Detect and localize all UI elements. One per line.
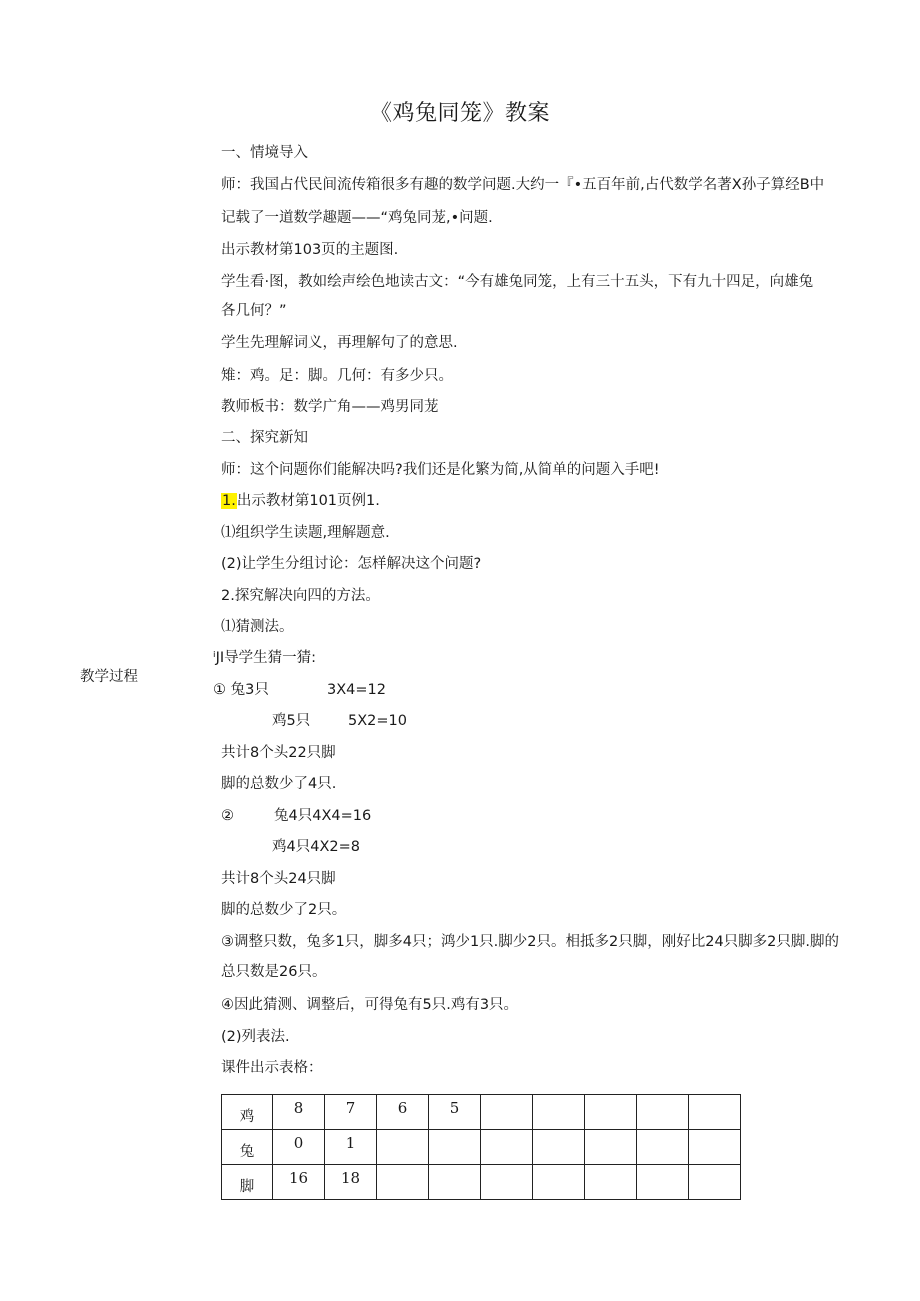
- table-cell: 1: [325, 1130, 377, 1165]
- table-cell: 16: [273, 1165, 325, 1200]
- table-cell: [481, 1095, 533, 1130]
- table-cell: [637, 1165, 689, 1200]
- paragraph-line: ⑴组织学生读题,理解题意.: [221, 525, 390, 541]
- paragraph-line: [221, 491, 380, 511]
- table-row: [222, 1095, 741, 1130]
- table-cell: [689, 1095, 741, 1130]
- guess-calc: 3X4=12: [327, 682, 386, 698]
- guess-line-rabbit: 兔4只4X4=16: [274, 808, 372, 824]
- paragraph-line: 教师板书：数学广角——鸡男同茏: [221, 399, 439, 415]
- paragraph-line: 出示教材第103页的主题图.: [221, 242, 399, 258]
- paragraph-line: (2)列表法.: [221, 1029, 290, 1045]
- guess-marker: ②: [221, 808, 234, 824]
- paragraph-line: 各几何？”: [221, 303, 287, 319]
- paragraph-line: 脚的总数少了4只.: [221, 776, 337, 792]
- table-cell: 0: [273, 1130, 325, 1165]
- paragraph-text: 出示教材第101页例1.: [236, 493, 380, 509]
- table-cell: [429, 1130, 481, 1165]
- table-cell: 6: [377, 1095, 429, 1130]
- paragraph-line: 学生先理解词义，再理解句了的意思.: [221, 335, 458, 351]
- row-label: 鸡: [222, 1095, 273, 1130]
- section-heading-explore: 二、探究新知: [221, 430, 308, 446]
- table-cell: [481, 1130, 533, 1165]
- table-row: [222, 1130, 741, 1165]
- paragraph-line: (2)让学生分组讨论：怎样解决这个问题?: [221, 556, 482, 572]
- paragraph-line: 学生看·图，教如绘声绘色地读古文：“今有雄兔同笼，上有三十五头，下有九十四足，向雄兔: [221, 274, 814, 290]
- paragraph-line: 记载了一道数学趣题——“鸡兔同茏,•问题.: [221, 210, 493, 226]
- table-cell: [429, 1165, 481, 1200]
- table-cell: [377, 1130, 429, 1165]
- paragraph-line: 师：我国占代民间流传箱很多有趣的数学问题.大约一『•五百年前,占代数学名著X孙子算经B中: [221, 177, 825, 193]
- paragraph-line: ③调整只数，兔多1只，脚多4只；鸿少1只.脚少2只。相抵多2只脚，刚好比24只脚多2只脚.脚的: [221, 934, 840, 950]
- paragraph-line: ⁱJI导学生猜一猜:: [213, 650, 317, 666]
- table-cell: [533, 1095, 585, 1130]
- paragraph-line: 师：这个问题你们能解决吗?我们还是化繁为简,从简单的问题入手吧!: [221, 462, 660, 478]
- table-cell: [689, 1165, 741, 1200]
- guess-calc: 5X2=10: [348, 713, 407, 729]
- table-cell: [377, 1165, 429, 1200]
- table-cell: 5: [429, 1095, 481, 1130]
- section-heading-intro: 一、情境导入: [221, 145, 308, 161]
- row-label: 兔: [222, 1130, 273, 1165]
- table-cell: [585, 1095, 637, 1130]
- table-cell: [533, 1165, 585, 1200]
- paragraph-line: 雉：鸡。足：脚。几何：有多少只。: [221, 368, 453, 384]
- paragraph-line: 2.探究解决向四的方法。: [221, 588, 380, 604]
- table-cell: [585, 1165, 637, 1200]
- paragraph-line: ④因此猜测、调整后，可得兔有5只.鸡有3只。: [221, 997, 519, 1013]
- table-cell: [585, 1130, 637, 1165]
- enumeration-table: [221, 1094, 741, 1200]
- highlighted-number: 1.: [222, 493, 236, 509]
- paragraph-line: ⑴猜测法。: [221, 619, 294, 635]
- guess-line-chicken: 鸡5只: [272, 713, 311, 729]
- document-title: 《鸡兔同笼》教案: [369, 101, 550, 126]
- paragraph-line: 共计8个头24只脚: [221, 871, 336, 887]
- paragraph-line: 课件出示表格：: [221, 1060, 323, 1076]
- row-label: 脚: [222, 1165, 273, 1200]
- table-cell: 7: [325, 1095, 377, 1130]
- guess-line-rabbit: ① 兔3只: [213, 682, 269, 698]
- table-cell: 18: [325, 1165, 377, 1200]
- table-cell: [689, 1130, 741, 1165]
- table-cell: 8: [273, 1095, 325, 1130]
- paragraph-line: 脚的总数少了2只。: [221, 902, 347, 918]
- table-cell: [637, 1095, 689, 1130]
- table-cell: [481, 1165, 533, 1200]
- paragraph-line: 总只数是26只。: [221, 964, 327, 980]
- table-cell: [637, 1130, 689, 1165]
- paragraph-line: 共计8个头22只脚: [221, 745, 336, 761]
- table-row: [222, 1165, 741, 1200]
- side-label: 教学过程: [80, 669, 138, 685]
- guess-line-chicken: 鸡4只4X2=8: [272, 839, 360, 855]
- table-cell: [533, 1130, 585, 1165]
